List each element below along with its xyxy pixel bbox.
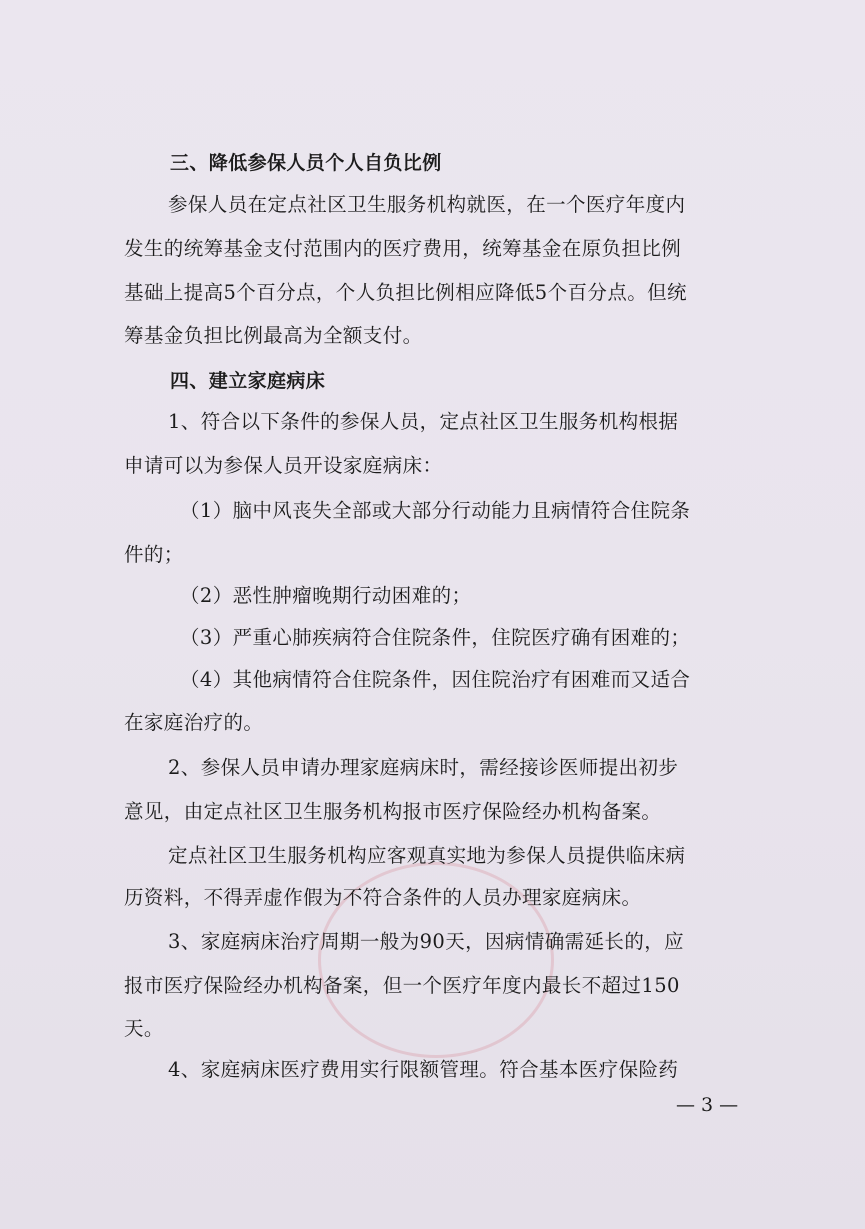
list-item-1: （1）脑中风丧失全部或大部分行动能力且病情符合住院条 <box>180 499 691 522</box>
paragraph-line: 历资料，不得弄虚作假为不符合条件的人员办理家庭病床。 <box>124 886 642 909</box>
paragraph-line: 1、符合以下条件的参保人员，定点社区卫生服务机构根据 <box>168 410 679 433</box>
paragraph-line: 定点社区卫生服务机构应客观真实地为参保人员提供临床病 <box>168 844 686 867</box>
paragraph-line: 4、家庭病床医疗费用实行限额管理。符合基本医疗保险药 <box>168 1058 679 1081</box>
paragraph-line: 发生的统筹基金支付范围内的医疗费用，统筹基金在原负担比例 <box>124 237 682 260</box>
section-heading-4: 四、建立家庭病床 <box>170 370 326 392</box>
paragraph-line: 在家庭治疗的。 <box>124 711 264 734</box>
paragraph-line: 参保人员在定点社区卫生服务机构就医，在一个医疗年度内 <box>168 193 686 216</box>
paragraph-line: 基础上提高5个百分点，个人负担比例相应降低5个百分点。但统 <box>124 281 687 304</box>
paragraph-line: 2、参保人员申请办理家庭病床时，需经接诊医师提出初步 <box>168 756 679 779</box>
list-item-2: （2）恶性肿瘤晚期行动困难的； <box>180 584 472 607</box>
section-heading-3: 三、降低参保人员个人自负比例 <box>170 152 442 174</box>
paragraph-line: 3、家庭病床治疗周期一般为90天，因病情确需延长的，应 <box>168 930 685 953</box>
paragraph-line: 报市医疗保险经办机构备案，但一个医疗年度内最长不超过150 <box>124 974 680 997</box>
paragraph-line: 申请可以为参保人员开设家庭病床： <box>124 454 443 477</box>
paragraph-line: 筹基金负担比例最高为全额支付。 <box>124 324 423 347</box>
page-number: — 3 — <box>676 1094 739 1116</box>
list-item-3: （3）严重心肺疾病符合住院条件，住院医疗确有困难的； <box>180 626 691 649</box>
paragraph-line: 件的； <box>124 543 184 566</box>
paragraph-line: 意见，由定点社区卫生服务机构报市医疗保险经办机构备案。 <box>124 800 662 823</box>
list-item-4: （4）其他病情符合住院条件，因住院治疗有困难而又适合 <box>180 668 691 691</box>
paragraph-line: 天。 <box>124 1017 164 1040</box>
